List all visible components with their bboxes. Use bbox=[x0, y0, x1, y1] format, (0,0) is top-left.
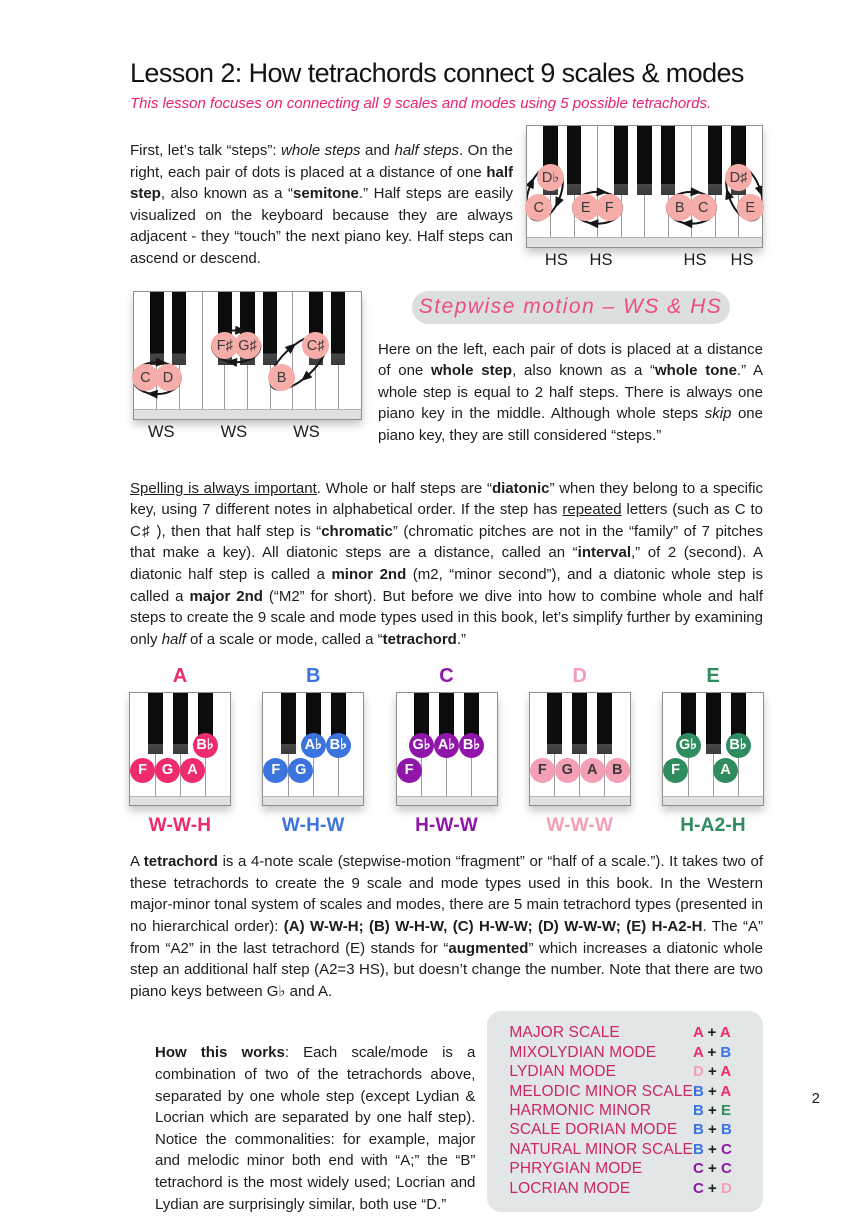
text-segment: First, let’s talk “steps”: bbox=[130, 142, 281, 159]
white-key-divider bbox=[292, 292, 293, 410]
tetrachord-E-keyboard-frame bbox=[662, 692, 764, 806]
text-segment: (A) W-W-H; (B) W-H-W, (C) H-W-W; (D) W-W-W; (E) H-A2-H bbox=[283, 918, 703, 936]
text-segment: semitone bbox=[293, 185, 359, 203]
note-dot-F: F bbox=[130, 758, 155, 783]
combo-first-letter: A bbox=[693, 1043, 704, 1061]
combo-second-letter: A bbox=[719, 1024, 731, 1042]
note-dot-A: A bbox=[713, 758, 738, 783]
text-segment: whole steps bbox=[280, 142, 361, 159]
combo-second-letter: A bbox=[720, 1082, 732, 1100]
tetrachord-pattern-E: H-A2-H bbox=[680, 815, 746, 837]
tetrachord-C-keyboard-frame bbox=[396, 692, 498, 806]
whole-step-keyboard-frame bbox=[133, 291, 362, 420]
combo-plus: + bbox=[703, 1160, 721, 1178]
note-dot-G: G bbox=[555, 758, 580, 783]
text-segment: (m2, “minor second”), and a diatonic whole step is called a bbox=[130, 565, 763, 605]
note-dot-B: B bbox=[605, 758, 630, 783]
tetrachord-label-A: A bbox=[172, 665, 188, 688]
page-number: 2 bbox=[811, 1090, 820, 1107]
scale-name: NATURAL MINOR SCALE bbox=[509, 1140, 693, 1158]
text-segment: is a 4-note scale (stepwise-motion “fragment” or “half of a scale.”). It takes two of these tetrachords to create the 9 scale and mode types used in this book. In the Western major-minor tonal system of scales and modes, there are 5 main tetrachord types (presented in no hierarchical order): bbox=[130, 853, 763, 936]
text-segment: ,” of 2 (second). A diatonic half step is called a bbox=[130, 544, 763, 583]
text-segment: Here on the left, each pair of dots is placed at a distance of one bbox=[378, 340, 763, 380]
step-label-WS: WS bbox=[147, 422, 175, 441]
tetrachord-diagrams bbox=[130, 665, 763, 837]
keyboard-front-edge bbox=[663, 796, 763, 805]
keyboard-front-edge bbox=[527, 237, 762, 247]
tetrachord-B bbox=[263, 665, 363, 837]
paragraph-whole-steps bbox=[378, 339, 763, 447]
note-dot-A♭: A♭ bbox=[434, 733, 459, 758]
scale-table-row bbox=[509, 1063, 743, 1082]
text-segment: interval bbox=[577, 544, 632, 562]
combo-second-letter: E bbox=[720, 1102, 731, 1119]
note-dot-B♭: B♭ bbox=[726, 733, 751, 758]
black-key bbox=[614, 126, 629, 195]
white-key-divider bbox=[691, 126, 692, 238]
black-key bbox=[172, 292, 186, 365]
combo-plus: + bbox=[703, 1140, 721, 1158]
combo-plus: + bbox=[703, 1102, 721, 1119]
text-segment: augmented bbox=[448, 939, 529, 957]
note-dot-F: F bbox=[530, 758, 555, 783]
keyboard-front-edge bbox=[134, 409, 361, 419]
note-dot-G: G bbox=[288, 758, 313, 783]
note-dot-B: B bbox=[666, 194, 693, 221]
combo-first-letter: B bbox=[693, 1140, 704, 1158]
scale-name: SCALE DORIAN MODE bbox=[509, 1121, 678, 1139]
text-segment: ” (chromatic pitches are not in the “family” of 7 pitches that make a key). All diatonic steps are a distance, called an “ bbox=[130, 522, 763, 562]
tetrachord-E bbox=[663, 665, 763, 837]
text-segment: . The “A” from “A2” in the last tetrachord (E) stands for “ bbox=[130, 918, 764, 957]
scale-table-row bbox=[509, 1044, 743, 1063]
how-it-works-section bbox=[130, 1011, 763, 1230]
text-segment: A bbox=[130, 853, 144, 871]
combo-second-letter: B bbox=[720, 1043, 732, 1061]
combo-second-letter: C bbox=[720, 1140, 732, 1158]
black-key bbox=[150, 292, 164, 365]
note-dot-C: C bbox=[690, 194, 717, 221]
tetrachord-D-keyboard-frame bbox=[529, 692, 631, 806]
note-dot-B: B bbox=[268, 364, 295, 391]
note-dot-E: E bbox=[737, 194, 764, 221]
combo-first-letter: B bbox=[693, 1121, 704, 1139]
combo-second-letter: A bbox=[720, 1063, 732, 1081]
text-segment: chromatic bbox=[321, 522, 393, 540]
tetrachord-combo bbox=[693, 1121, 743, 1138]
tetrachord-combo bbox=[693, 1160, 743, 1177]
combo-first-letter: B bbox=[693, 1102, 704, 1119]
note-dot-F♯: F♯ bbox=[211, 332, 238, 359]
text-segment: . On the right, each pair of dots is placed at a distance of one bbox=[130, 142, 513, 181]
note-dot-D♯: D♯ bbox=[725, 164, 752, 191]
note-dot-D♭: D♭ bbox=[537, 164, 564, 191]
step-label-row bbox=[134, 423, 361, 443]
combo-plus: + bbox=[703, 1063, 721, 1081]
text-segment: How this works bbox=[155, 1044, 285, 1062]
note-dot-F: F bbox=[397, 758, 422, 783]
keyboard-front-edge bbox=[130, 796, 230, 805]
scale-table-row bbox=[509, 1102, 743, 1121]
black-key bbox=[708, 126, 723, 195]
combo-plus: + bbox=[703, 1121, 721, 1139]
note-dot-F: F bbox=[596, 194, 623, 221]
text-segment: ” when they belong to a specific key, using 7 different notes in alphabetical order. If the step has bbox=[130, 479, 763, 519]
text-segment: one piano key, they are still considered “steps.” bbox=[378, 405, 763, 444]
note-dot-F: F bbox=[263, 758, 288, 783]
combo-plus: + bbox=[703, 1024, 720, 1042]
white-key-divider bbox=[202, 292, 203, 410]
scale-name: HARMONIC MINOR bbox=[509, 1102, 652, 1119]
text-segment: , also known as a “ bbox=[160, 185, 294, 203]
tetrachord-label-C: C bbox=[439, 665, 454, 688]
scale-table-row bbox=[509, 1024, 743, 1043]
paragraph-tetrachord-definition bbox=[130, 851, 763, 1002]
text-segment: half bbox=[161, 630, 186, 648]
tetrachord-combo bbox=[693, 1044, 743, 1061]
scale-table-row bbox=[509, 1141, 743, 1160]
scale-name: MIXOLYDIAN MODE bbox=[509, 1043, 657, 1061]
text-segment: .” bbox=[456, 630, 466, 648]
text-segment: letters (such as C to C♯ ), then that half step is “ bbox=[130, 501, 764, 540]
black-key bbox=[148, 693, 163, 753]
black-key bbox=[572, 693, 587, 753]
note-dot-G: G bbox=[155, 758, 180, 783]
text-segment: minor 2nd bbox=[331, 565, 407, 583]
tetrachord-combo bbox=[693, 1024, 743, 1041]
paragraph-how-this-works bbox=[155, 1026, 475, 1215]
keyboard-front-edge bbox=[397, 796, 497, 805]
scale-table-row bbox=[509, 1083, 743, 1102]
tetrachord-label-D: D bbox=[572, 665, 587, 688]
note-dot-E: E bbox=[572, 194, 599, 221]
step-label-HS: HS bbox=[683, 251, 707, 269]
half-step-keyboard bbox=[526, 125, 763, 285]
black-key bbox=[567, 126, 582, 195]
tetrachord-combo bbox=[693, 1141, 743, 1158]
white-key-divider bbox=[597, 126, 598, 238]
combo-plus: + bbox=[703, 1082, 721, 1100]
text-segment: (“M2” for short). But before we dive into how to combine whole and half steps to create the 9 scale and mode types used in this book, let’s simplify further by examining only bbox=[130, 587, 764, 648]
tetrachord-pattern-A: W-W-H bbox=[148, 815, 212, 837]
black-key bbox=[281, 693, 296, 753]
keyboard-front-edge bbox=[263, 796, 363, 805]
note-dot-G♯: G♯ bbox=[234, 332, 261, 359]
combo-first-letter: B bbox=[693, 1082, 704, 1100]
text-segment: diatonic bbox=[491, 479, 550, 497]
combo-second-letter: B bbox=[720, 1121, 732, 1139]
note-dot-G♭: G♭ bbox=[676, 733, 701, 758]
black-key bbox=[263, 292, 277, 365]
combo-second-letter: C bbox=[720, 1160, 732, 1178]
step-label-WS: WS bbox=[293, 422, 320, 441]
tetrachord-label-B: B bbox=[306, 665, 321, 688]
tetrachord-C bbox=[397, 665, 497, 837]
note-dot-A♭: A♭ bbox=[301, 733, 326, 758]
text-segment: : Each scale/mode is a combination of two of the tetrachords above, separated by one whole step (except Lydian & Locrian which are separated by one half step). Notice the commonalities: for example, major and melodic minor both end with “A;” the “B” tetrachord is the most widely used; Locrian and Lydian are surprisingly similar, both use “D.” bbox=[155, 1044, 476, 1213]
note-dot-A: A bbox=[180, 758, 205, 783]
scale-name: MAJOR SCALE bbox=[509, 1024, 620, 1042]
text-segment: ” which increases a diatonic whole step an additional half step (A2=3 HS), but doesn’t change the number. Note that there are two piano keys between G♭ and A. bbox=[130, 939, 763, 1000]
text-segment: major 2nd bbox=[189, 587, 263, 605]
paragraph-steps bbox=[130, 140, 513, 270]
combo-first-letter: D bbox=[693, 1063, 704, 1081]
step-label-row bbox=[527, 251, 762, 271]
scale-table-row bbox=[509, 1160, 743, 1179]
combo-second-letter: D bbox=[720, 1179, 732, 1197]
tetrachord-combo bbox=[693, 1063, 743, 1080]
black-key bbox=[661, 126, 676, 195]
text-segment: .” A whole step is equal to 2 half steps. There is always one piano key in the middle. Although whole steps bbox=[378, 362, 763, 423]
tetrachord-combo bbox=[693, 1180, 743, 1197]
combo-first-letter: C bbox=[693, 1179, 704, 1197]
text-segment: , also known as a “ bbox=[512, 362, 656, 380]
combo-plus: + bbox=[703, 1179, 721, 1197]
combo-first-letter: C bbox=[693, 1160, 704, 1178]
scale-name: MELODIC MINOR SCALE bbox=[509, 1082, 693, 1100]
combo-plus: + bbox=[703, 1043, 721, 1061]
text-segment: and bbox=[360, 142, 395, 159]
tetrachord-D bbox=[530, 665, 630, 837]
text-segment: Spelling is always important bbox=[130, 479, 317, 497]
note-dot-B♭: B♭ bbox=[326, 733, 351, 758]
black-key bbox=[597, 693, 612, 753]
text-segment: tetrachord bbox=[382, 630, 457, 648]
step-label-HS: HS bbox=[730, 251, 754, 269]
text-segment: whole tone bbox=[655, 362, 737, 380]
tetrachord-pattern-C: H-W-W bbox=[415, 815, 478, 837]
tetrachord-combo bbox=[693, 1083, 743, 1100]
tetrachord-A bbox=[130, 665, 230, 837]
note-dot-D: D bbox=[155, 364, 182, 391]
whole-step-keyboard bbox=[133, 291, 362, 462]
whole-step-text-column bbox=[378, 291, 763, 462]
page-title: Lesson 2: How tetrachords connect 9 scales & modes bbox=[130, 58, 744, 88]
black-key bbox=[637, 126, 652, 195]
half-step-keyboard-frame bbox=[526, 125, 763, 248]
paragraph-spelling bbox=[130, 478, 763, 651]
black-key bbox=[706, 693, 721, 753]
text-segment: . Whole or half steps are “ bbox=[316, 479, 492, 497]
steps-section bbox=[130, 125, 763, 285]
tetrachord-pattern-B: W-H-W bbox=[281, 815, 345, 837]
note-dot-B♭: B♭ bbox=[193, 733, 218, 758]
tetrachord-pattern-D: W-W-W bbox=[546, 815, 614, 837]
note-dot-C♯: C♯ bbox=[302, 332, 329, 359]
text-segment: of a scale or mode, called a “ bbox=[185, 630, 383, 648]
step-label-HS: HS bbox=[544, 251, 568, 269]
tetrachord-B-keyboard-frame bbox=[262, 692, 364, 806]
page-content bbox=[130, 58, 763, 1230]
note-dot-G♭: G♭ bbox=[409, 733, 434, 758]
text-segment: half steps bbox=[394, 142, 460, 159]
scale-name: LOCRIAN MODE bbox=[509, 1179, 631, 1197]
scale-tetrachord-table bbox=[487, 1011, 763, 1212]
whole-step-section bbox=[130, 291, 763, 462]
text-segment: repeated bbox=[562, 501, 622, 519]
note-dot-C: C bbox=[525, 194, 552, 221]
scale-name: PHRYGIAN MODE bbox=[509, 1160, 643, 1178]
combo-first-letter: A bbox=[693, 1024, 704, 1042]
black-key bbox=[173, 693, 188, 753]
note-dot-C: C bbox=[132, 364, 159, 391]
black-key bbox=[547, 693, 562, 753]
note-dot-F: F bbox=[663, 758, 688, 783]
text-segment: tetrachord bbox=[143, 853, 218, 871]
stepwise-motion-banner: Stepwise motion – WS & HS bbox=[412, 291, 730, 324]
text-segment: half step bbox=[130, 163, 513, 203]
text-segment: .” Half steps are easily visualized on the keyboard because they are always adjacent - they “touch” the next piano key. Half steps can ascend or descend. bbox=[130, 185, 514, 267]
step-label-WS: WS bbox=[220, 422, 248, 441]
scale-table-row bbox=[509, 1121, 743, 1140]
text-segment: whole step bbox=[431, 362, 513, 380]
lesson-subtitle: This lesson focuses on connecting all 9 scales and modes using 5 possible tetrachords. bbox=[130, 95, 712, 112]
note-dot-A: A bbox=[580, 758, 605, 783]
step-label-HS: HS bbox=[589, 251, 613, 269]
tetrachord-label-E: E bbox=[706, 665, 720, 688]
black-key bbox=[331, 292, 345, 365]
scale-table-row bbox=[509, 1180, 743, 1199]
tetrachord-combo bbox=[693, 1102, 743, 1119]
tetrachord-A-keyboard-frame bbox=[129, 692, 231, 806]
note-dot-B♭: B♭ bbox=[459, 733, 484, 758]
scale-name: LYDIAN MODE bbox=[509, 1063, 617, 1081]
text-segment: skip bbox=[704, 405, 732, 423]
keyboard-front-edge bbox=[530, 796, 630, 805]
